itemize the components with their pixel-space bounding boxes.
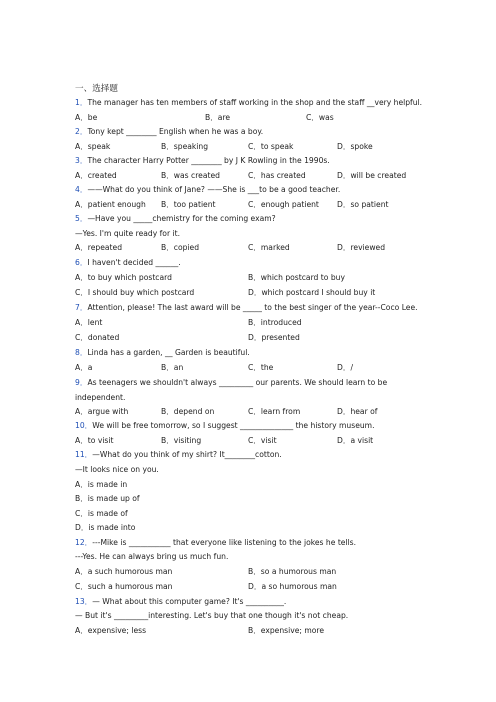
- question-10: [75, 421, 375, 431]
- question-text: We will be free tomorrow, so I suggest ______________ the history museum.: [92, 421, 375, 430]
- option-d: D．presented: [248, 333, 300, 342]
- question-text: ---Mike is ___________ that everyone like listening to the jokes he tells.: [92, 538, 357, 547]
- question-number: 2．: [75, 127, 88, 136]
- question-1: [75, 98, 422, 108]
- option-b: B．is made up of: [75, 494, 140, 503]
- option-a: A．to buy which postcard: [75, 273, 172, 282]
- question-text: Attention, please! The last award will be _____ to the best singer of the year--Coco Lee.: [87, 303, 418, 312]
- option-c: C．donated: [75, 333, 120, 342]
- option-c: C．is made of: [75, 509, 128, 518]
- option-a: A．be: [75, 113, 98, 122]
- question-text: Linda has a garden, __ Garden is beautiful.: [87, 348, 250, 357]
- option-c: C．to speak: [248, 142, 294, 151]
- question-2: [75, 127, 263, 137]
- question-text-line2: ---Yes. He can always bring us much fun.: [75, 552, 229, 561]
- option-a: A．to visit: [75, 436, 114, 445]
- option-b: B．depend on: [161, 407, 215, 416]
- question-text: —What do you think of my shirt? It________cotton.: [92, 450, 282, 459]
- question-text: — What about this computer game? It's __________.: [92, 597, 287, 606]
- option-d: D．spoke: [337, 142, 373, 151]
- question-8: [75, 348, 250, 358]
- option-b: B．visiting: [161, 436, 202, 445]
- option-d: D．a so humorous man: [248, 582, 337, 591]
- question-3: [75, 156, 330, 166]
- option-c: C．marked: [248, 243, 290, 252]
- option-d: D．so patient: [337, 200, 389, 209]
- question-11: [75, 450, 282, 460]
- option-d: D．is made into: [75, 523, 136, 532]
- option-d: D．hear of: [337, 407, 378, 416]
- option-a: A．speak: [75, 142, 111, 151]
- option-a: A．a: [75, 363, 93, 372]
- option-c: C．such a humorous man: [75, 582, 173, 591]
- question-number: 9．: [75, 378, 88, 387]
- question-13: [75, 597, 286, 607]
- option-b: B．are: [205, 113, 231, 122]
- question-number: 4．: [75, 185, 88, 194]
- option-c: C．I should buy which postcard: [75, 288, 195, 297]
- option-a: A．a such humorous man: [75, 567, 173, 576]
- question-text: The character Harry Potter ________ by J K Rowling in the 1990s.: [87, 156, 330, 165]
- option-c: C．visit: [248, 436, 277, 445]
- option-d: D．which postcard I should buy it: [248, 288, 376, 297]
- question-5: [75, 214, 276, 224]
- question-4: [75, 185, 340, 195]
- option-b: B．which postcard to buy: [248, 273, 345, 282]
- option-b: B．introduced: [248, 318, 302, 327]
- question-number: 12．: [75, 538, 93, 547]
- option-d: D．will be created: [337, 171, 407, 180]
- question-12: [75, 538, 356, 548]
- question-text: I haven't decided ______.: [87, 258, 181, 267]
- question-number: 13．: [75, 597, 93, 606]
- question-9: [75, 378, 387, 388]
- option-a: A．created: [75, 171, 117, 180]
- option-a: A．is made in: [75, 480, 128, 489]
- option-a: A．patient enough: [75, 200, 146, 209]
- question-text: —Have you _____chemistry for the coming exam?: [87, 214, 276, 223]
- question-text: Tony kept ________ English when he was a boy.: [87, 127, 264, 136]
- section-title: 一、选择题: [75, 84, 118, 94]
- question-number: 3．: [75, 156, 88, 165]
- option-b: B．was created: [161, 171, 220, 180]
- option-c: C．enough patient: [248, 200, 319, 209]
- option-a: A．lent: [75, 318, 103, 327]
- option-c: C．learn from: [248, 407, 301, 416]
- option-d: D．/: [337, 363, 353, 372]
- option-b: B．expensive; more: [248, 626, 325, 635]
- option-c: C．has created: [248, 171, 306, 180]
- option-a: A．expensive; less: [75, 626, 147, 635]
- question-text-line2: — But it's _________interesting. Let's buy that one though it's not cheap.: [75, 611, 349, 620]
- question-text: The manager has ten members of staff working in the shop and the staff __very helpful.: [87, 98, 423, 107]
- question-text: ——What do you think of Jane? ——She is ___to be a good teacher.: [87, 185, 341, 194]
- question-number: 8．: [75, 348, 88, 357]
- question-7: [75, 303, 418, 313]
- option-c: C．the: [248, 363, 274, 372]
- question-6: [75, 258, 181, 268]
- question-number: 11．: [75, 450, 93, 459]
- option-b: B．so a humorous man: [248, 567, 337, 576]
- question-text-line2: —It looks nice on you.: [75, 465, 159, 474]
- question-number: 7．: [75, 303, 88, 312]
- option-b: B．too patient: [161, 200, 216, 209]
- question-number: 5．: [75, 214, 88, 223]
- option-b: B．an: [161, 363, 184, 372]
- question-number: 6．: [75, 258, 88, 267]
- question-text-line2: —Yes. I'm quite ready for it.: [75, 229, 180, 238]
- question-number: 10．: [75, 421, 93, 430]
- question-text-line2: independent.: [75, 393, 126, 402]
- option-d: D．reviewed: [337, 243, 386, 252]
- option-d: D．a visit: [337, 436, 374, 445]
- option-c: C．was: [306, 113, 334, 122]
- option-b: B．copied: [161, 243, 200, 252]
- option-a: A．argue with: [75, 407, 129, 416]
- option-b: B．speaking: [161, 142, 209, 151]
- question-number: 1．: [75, 98, 88, 107]
- question-text: As teenagers we shouldn't always _________ our parents. We should learn to be: [87, 378, 388, 387]
- option-a: A．repeated: [75, 243, 123, 252]
